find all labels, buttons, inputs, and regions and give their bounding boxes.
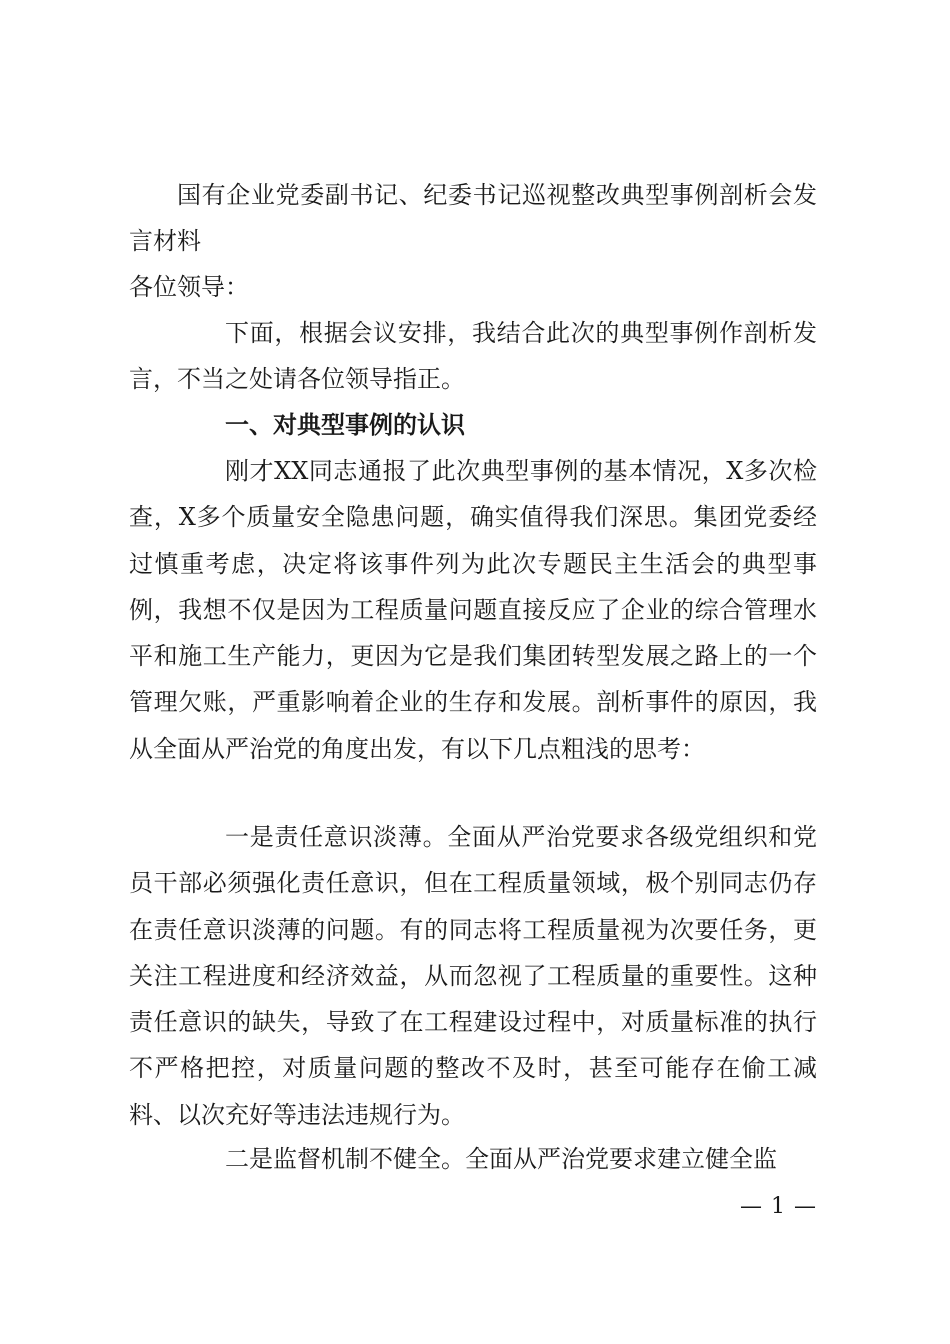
- document-title: 国有企业党委副书记、纪委书记巡视整改典型事例剖析会发言材料: [129, 181, 817, 256]
- paragraph-recognition: 刚才XX同志通报了此次典型事例的基本情况，X多次检查，X多个质量安全隐患问题，确实值得我们深思。集团党委经过慎重考虑，决定将该事件列为此次专题民主生活会的典型事例，我想不仅是因为工程质量问题直接反应了企业的综合管理水平和施工生产能力，更因为它是我们集团转型发展之路上的一个管理欠账，严重影响着企业的生存和发展。剖析事件的原因，我从全面从严治党的角度出发，有以下几点粗浅的思考：: [129, 457, 817, 763]
- section-heading: 一、对典型事例的认识: [225, 411, 465, 439]
- paragraph-point-one: 一是责任意识淡薄。全面从严治党要求各级党组织和党员干部必须强化责任意识，但在工程质量领域，极个别同志仍存在责任意识淡薄的问题。有的同志将工程质量视为次要任务，更关注工程进度和经济效益，从而忽视了工程质量的重要性。这种责任意识的缺失，导致了在工程建设过程中，对质量标准的执行不严格把控，对质量问题的整改不及时，甚至可能存在偷工减料、以次充好等违法违规行为。: [129, 823, 817, 1129]
- paragraph-intro: 下面，根据会议安排，我结合此次的典型事例作剖析发言，不当之处请各位领导指正。: [129, 319, 817, 394]
- page-number: — 1 —: [740, 1194, 817, 1219]
- salutation: 各位领导：: [129, 273, 249, 301]
- paragraph-point-two: 二是监督机制不健全。全面从严治党要求建立健全监: [225, 1145, 777, 1173]
